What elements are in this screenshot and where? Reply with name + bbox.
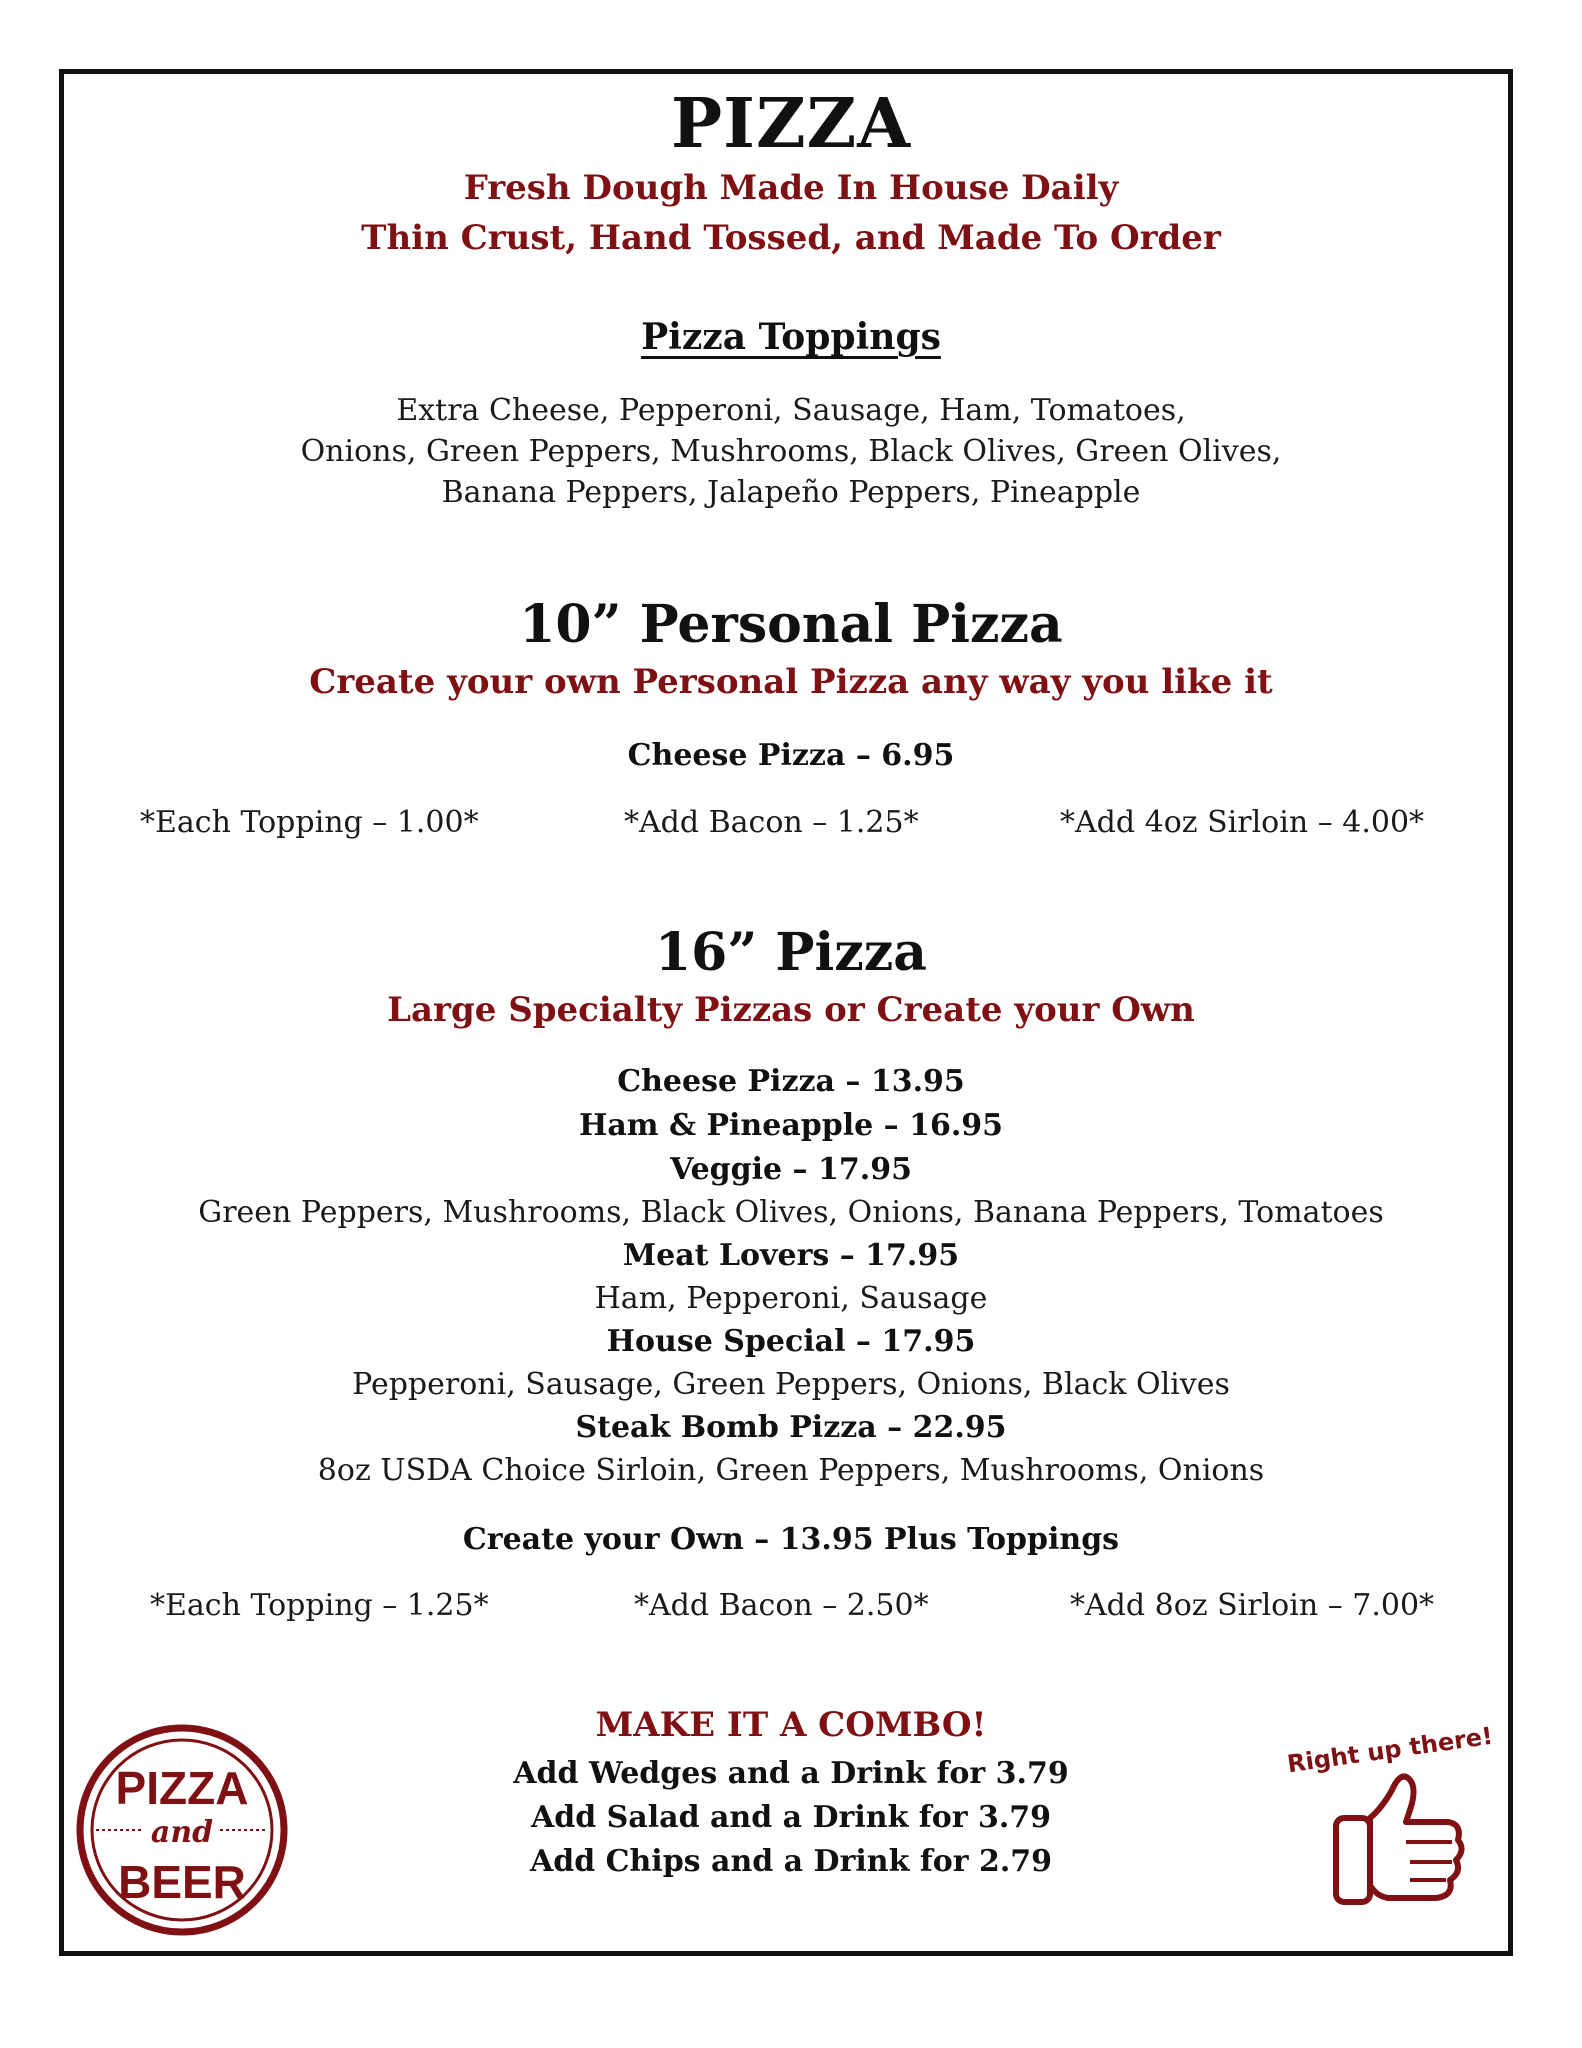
toppings-line-3: Banana Peppers, Jalapeño Peppers, Pineapple [441,475,1141,510]
toppings-heading: Pizza Toppings [641,316,941,358]
large-pizza-subheading: Large Specialty Pizzas or Create your Own [387,990,1195,1030]
steak-bomb-pizza: Steak Bomb Pizza – 22.95 [575,1410,1007,1445]
house-special-desc: Pepperoni, Sausage, Green Peppers, Onions, Black Olives [352,1367,1230,1402]
pizza-and-beer-logo [74,1722,290,1938]
personal-addon-bacon: *Add Bacon – 1.25* [624,805,919,840]
logo-text-and: and [150,1815,214,1850]
create-your-own: Create your Own – 13.95 Plus Toppings [462,1522,1120,1557]
personal-addon-topping: *Each Topping – 1.00* [140,805,479,840]
large-addon-sirloin: *Add 8oz Sirloin – 7.00* [1070,1588,1435,1623]
personal-pizza-subheading: Create your own Personal Pizza any way you like it [309,662,1273,702]
meat-lovers-pizza: Meat Lovers – 17.95 [622,1238,960,1273]
veggie-pizza: Veggie – 17.95 [670,1152,912,1187]
steak-bomb-desc: 8oz USDA Choice Sirloin, Green Peppers, Mushrooms, Onions [317,1453,1265,1488]
ham-pineapple-pizza: Ham & Pineapple – 16.95 [578,1108,1004,1143]
badge-text: Right up there! [1285,1721,1495,1779]
toppings-line-1: Extra Cheese, Pepperoni, Sausage, Ham, Tomatoes, [396,393,1186,428]
thumbs-up-icon [1270,1700,1510,1930]
large-cheese-pizza: Cheese Pizza – 13.95 [617,1064,965,1099]
combo-chips: Add Chips and a Drink for 2.79 [529,1844,1053,1879]
large-addon-topping: *Each Topping – 1.25* [150,1588,489,1623]
personal-cheese-pizza: Cheese Pizza – 6.95 [627,738,955,773]
combo-wedges: Add Wedges and a Drink for 3.79 [513,1756,1069,1791]
combo-salad: Add Salad and a Drink for 3.79 [530,1800,1052,1835]
personal-pizza-heading: 10” Personal Pizza [519,594,1063,655]
logo-text-pizza: PIZZA [115,1762,249,1814]
house-special-pizza: House Special – 17.95 [606,1324,976,1359]
tagline-dough: Fresh Dough Made In House Daily [463,168,1119,208]
combo-heading: MAKE IT A COMBO! [595,1705,987,1745]
page-title: PIZZA [671,84,911,164]
tagline-crust: Thin Crust, Hand Tossed, and Made To Order [361,218,1221,258]
large-addon-bacon: *Add Bacon – 2.50* [634,1588,929,1623]
large-pizza-heading: 16” Pizza [655,922,927,983]
meat-lovers-desc: Ham, Pepperoni, Sausage [594,1281,988,1316]
veggie-pizza-desc: Green Peppers, Mushrooms, Black Olives, Onions, Banana Peppers, Tomatoes [198,1195,1384,1230]
logo-text-beer: BEER [118,1856,246,1908]
toppings-line-2: Onions, Green Peppers, Mushrooms, Black Olives, Green Olives, [300,434,1282,469]
personal-addon-sirloin: *Add 4oz Sirloin – 4.00* [1060,805,1425,840]
